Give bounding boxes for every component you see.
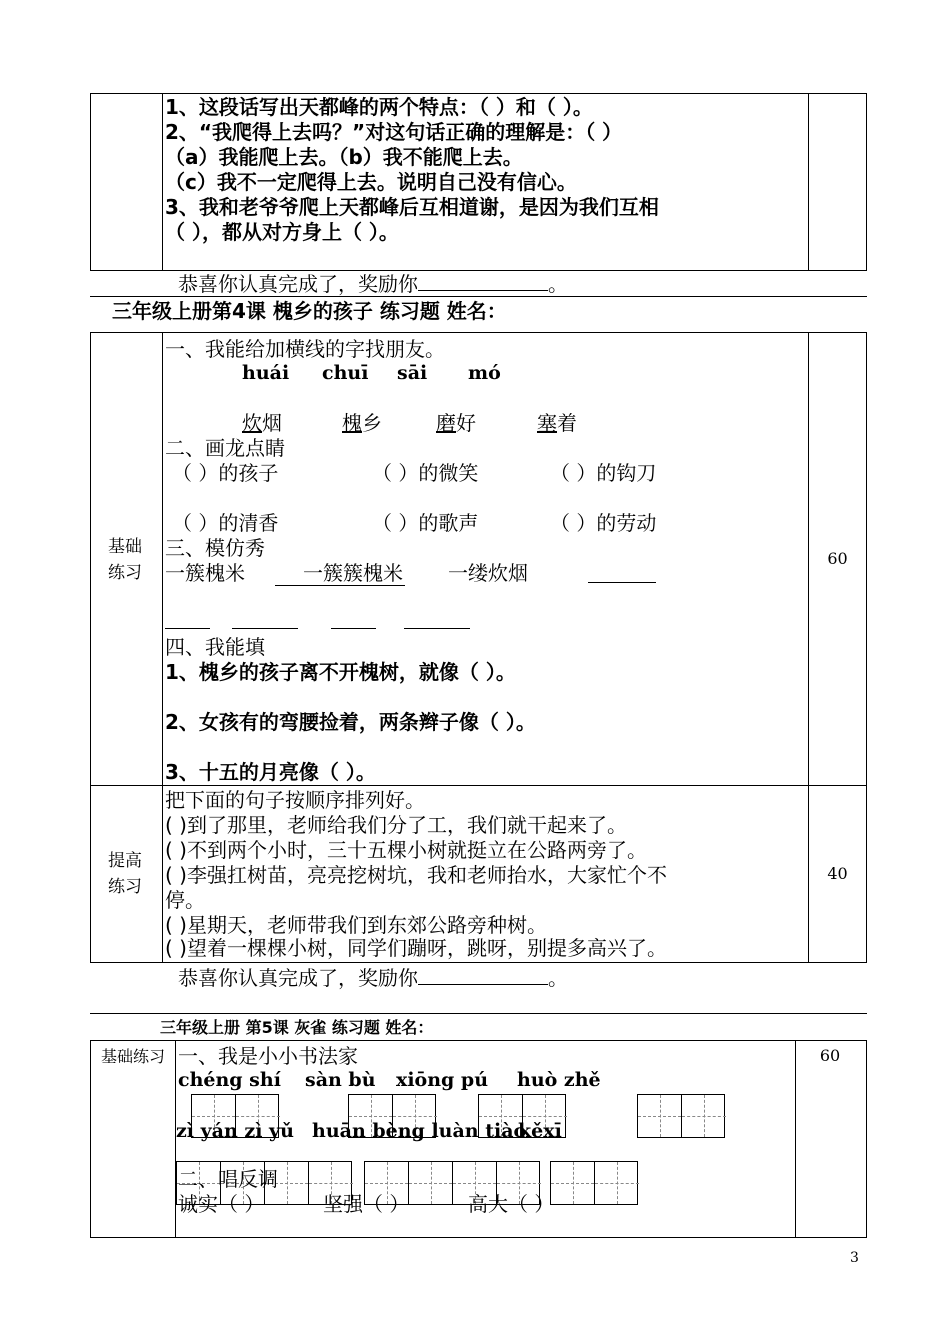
lesson4-q4-3: 3、十五的月亮像（ ）。 bbox=[165, 760, 376, 784]
lesson4-adv-line-1: ( )到了那里，老师给我们分了工，我们就干起来了。 bbox=[165, 813, 627, 837]
reward-blank[interactable] bbox=[418, 272, 548, 291]
top-q1: 1、这段话写出天都峰的两个特点：（ ）和（ ）。 bbox=[165, 95, 593, 119]
lesson4-congrats: 恭喜你认真完成了，奖励你 。 bbox=[178, 966, 568, 990]
lesson4-title: 三年级上册第4课 槐乡的孩子 练习题 姓名： bbox=[112, 299, 507, 323]
lesson4-q3-item2: 一缕炊烟 bbox=[448, 561, 528, 585]
top-q3-cont: （ ），都从对方身上（ ）。 bbox=[165, 220, 399, 244]
lesson5-title: 三年级上册 第5课 灰雀 练习题 姓名： bbox=[160, 1018, 434, 1037]
lesson5-basic-score: 60 bbox=[819, 1046, 841, 1065]
lesson4-q1-title: 一、我能给加横线的字找朋友。 bbox=[165, 337, 445, 361]
section-rule bbox=[90, 1013, 867, 1014]
lesson4-q2-r2-a: （ ）的清香 bbox=[172, 511, 279, 535]
reward-blank[interactable] bbox=[418, 966, 548, 985]
lesson5-basic-label: 基础练习 bbox=[100, 1047, 165, 1066]
lesson5-pinyin-1: chéng shí bbox=[178, 1069, 281, 1091]
lesson4-adv-line-5: ( )望着一棵棵小树，同学们蹦呀，跳呀，别提多高兴了。 bbox=[165, 936, 667, 960]
lesson4-word-2: 槐乡 bbox=[342, 411, 382, 435]
lesson4-adv-score: 40 bbox=[827, 864, 848, 883]
lesson4-pinyin-4: mó bbox=[468, 362, 501, 384]
lesson4-q2-r1-b: （ ）的微笑 bbox=[372, 461, 479, 485]
lesson4-word-1: 炊烟 bbox=[242, 411, 282, 435]
lesson4-word-4: 塞着 bbox=[537, 411, 577, 435]
lesson5-pinyin-2: sàn bù bbox=[305, 1069, 376, 1091]
lesson5-q1-title: 一、我是小小书法家 bbox=[178, 1044, 358, 1068]
lesson4-adv-line-3-cont: 停。 bbox=[165, 888, 205, 912]
lesson5-q2-item-2: 坚强（ ） bbox=[323, 1192, 410, 1216]
top-q2: 2、“我爬得上去吗？”对这句话正确的理解是：（ ） bbox=[165, 120, 623, 144]
lesson5-q2-item-1: 诚实（ ） bbox=[178, 1192, 265, 1216]
lesson4-q2-r1-a: （ ）的孩子 bbox=[172, 461, 279, 485]
lesson5-pinyin-3: xiōng pú bbox=[396, 1069, 489, 1091]
lesson4-adv-title: 把下面的句子按顺序排列好。 bbox=[165, 788, 425, 812]
lesson4-q4-1: 1、槐乡的孩子离不开槐树，就像（ ）。 bbox=[165, 660, 516, 684]
lesson4-q3-blank-2[interactable] bbox=[165, 628, 210, 629]
lesson4-q3-blank-3[interactable] bbox=[232, 628, 298, 629]
page-number: 3 bbox=[850, 1250, 859, 1266]
section-rule bbox=[90, 296, 867, 297]
lesson4-basic-score: 60 bbox=[827, 549, 848, 568]
lesson4-adv-line-3: ( )李强扛树苗，亮亮挖树坑，我和老师抬水，大家忙个不 bbox=[165, 863, 667, 887]
lesson4-adv-line-4: ( )星期天，老师带我们到东郊公路旁种树。 bbox=[165, 913, 547, 937]
lesson4-q3-example: 一簇簇槐米 bbox=[275, 561, 405, 586]
lesson4-q2-r2-b: （ ）的歌声 bbox=[372, 511, 479, 535]
lesson5-q2-title: 二、唱反调 bbox=[178, 1167, 278, 1191]
lesson4-q3-blank-1[interactable] bbox=[588, 582, 656, 583]
lesson4-pinyin-1: huái bbox=[242, 362, 290, 384]
lesson4-pinyin-3: sāi bbox=[397, 362, 428, 384]
lesson4-q2-r2-c: （ ）的劳动 bbox=[550, 511, 657, 535]
lesson5-divider-right bbox=[795, 1040, 796, 1238]
lesson5-q2-item-3: 高大（ ） bbox=[468, 1192, 555, 1216]
lesson4-q3-blank-4[interactable] bbox=[331, 628, 376, 629]
lesson4-adv-label: 提高练习 bbox=[108, 851, 142, 897]
top-congrats: 恭喜你认真完成了，奖励你 。 bbox=[178, 272, 568, 296]
top-q2-option-c: （c）我不一定爬得上去。说明自己没有信心。 bbox=[165, 170, 577, 194]
lesson4-adv-line-2: ( )不到两个小时，三十五棵小树就挺立在公路两旁了。 bbox=[165, 838, 647, 862]
lesson4-basic-label: 基础练习 bbox=[108, 537, 142, 583]
lesson4-divider-left bbox=[162, 332, 163, 963]
lesson4-q3-blank-5[interactable] bbox=[404, 628, 470, 629]
writing-grid[interactable] bbox=[550, 1161, 638, 1205]
lesson4-q3-item1: 一簇槐米 bbox=[165, 561, 245, 585]
lesson4-q2-r1-c: （ ）的钩刀 bbox=[550, 461, 657, 485]
lesson4-q3-title: 三、模仿秀 bbox=[165, 536, 265, 560]
lesson4-word-3: 磨好 bbox=[436, 411, 476, 435]
top-table-divider-left bbox=[162, 93, 163, 271]
lesson5-pinyin-6: huān bèng luàn tiào bbox=[312, 1120, 527, 1142]
lesson5-pinyin-7: kěxī bbox=[518, 1120, 562, 1142]
top-table-divider-right bbox=[808, 93, 809, 271]
lesson5-pinyin-5: zì yán zì yǔ bbox=[176, 1120, 294, 1142]
lesson4-pinyin-2: chuī bbox=[322, 362, 369, 384]
top-q2-option-ab: （a）我能爬上去。（b）我不能爬上去。 bbox=[165, 145, 523, 169]
lesson5-pinyin-4: huò zhě bbox=[517, 1069, 601, 1091]
top-q3: 3、我和老爷爷爬上天都峰后互相道谢，是因为我们互相 bbox=[165, 195, 659, 219]
lesson4-q4-title: 四、我能填 bbox=[165, 635, 265, 659]
writing-grid[interactable] bbox=[637, 1094, 725, 1138]
lesson4-q4-2: 2、女孩有的弯腰捡着，两条辫子像（ ）。 bbox=[165, 710, 536, 734]
lesson4-row-divider bbox=[90, 785, 867, 786]
lesson4-q2-title: 二、画龙点睛 bbox=[165, 436, 285, 460]
